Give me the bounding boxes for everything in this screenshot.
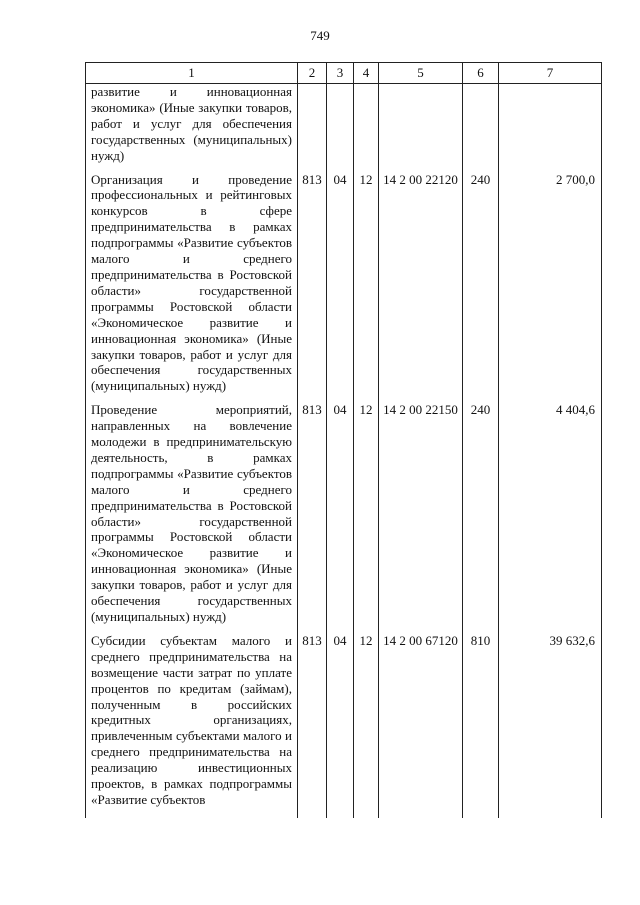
row-ministry-code <box>298 84 327 164</box>
row-section-code: 04 <box>327 164 354 395</box>
row-amount: 39 632,6 <box>499 625 602 808</box>
row-description: Субсидии субъектам малого и среднего предпринимательства на возмещение части затрат по уплате процентов по кредитам (займам), полученным в российских кредитных организациях, привлеченным субъектами малого и среднего предпринимательства на реализацию инвестиционных проектов, в рамках подпрограммы «Развитие субъектов <box>86 625 298 808</box>
header-col-6: 6 <box>463 63 499 84</box>
row-subsection-code: 12 <box>354 164 379 395</box>
row-expense-type <box>463 84 499 164</box>
table-row <box>86 394 602 625</box>
row-expense-type: 810 <box>463 625 499 808</box>
table-continuation <box>86 808 602 818</box>
row-target-code: 14 2 00 22120 <box>379 164 463 395</box>
row-subsection-code <box>354 84 379 164</box>
row-target-code: 14 2 00 67120 <box>379 625 463 808</box>
row-section-code: 04 <box>327 625 354 808</box>
row-target-code <box>379 84 463 164</box>
table-row <box>86 625 602 808</box>
header-col-3: 3 <box>327 63 354 84</box>
row-description: развитие и инновационная экономика» (Иные закупки товаров, работ и услуг для обеспечения государственных (муниципальных) нужд) <box>86 84 298 164</box>
header-col-5: 5 <box>379 63 463 84</box>
row-description: Проведение мероприятий, направленных на вовлечение молодежи в предпринимательскую деятельность, в рамках подпрограммы «Развитие субъектов малого и среднего предпринимательства в Ростовской области» государственной программы Ростовской области «Экономическое развитие и инновационная экономика» (Иные закупки товаров, работ и услуг для обеспечения государственных (муниципальных) нужд) <box>86 394 298 625</box>
budget-table <box>85 62 602 818</box>
row-description: Организация и проведение профессиональных и рейтинговых конкурсов в сфере предпринимательства в рамках подпрограммы «Развитие субъектов малого и среднего предпринимательства в Ростовской области» государственной программы Ростовской области «Экономическое развитие и инновационная экономика» (Иные закупки товаров, работ и услуг для обеспечения государственных (муниципальных) нужд) <box>86 164 298 395</box>
row-expense-type: 240 <box>463 394 499 625</box>
row-expense-type: 240 <box>463 164 499 395</box>
header-col-2: 2 <box>298 63 327 84</box>
row-amount: 2 700,0 <box>499 164 602 395</box>
row-subsection-code: 12 <box>354 394 379 625</box>
row-ministry-code: 813 <box>298 164 327 395</box>
header-row <box>86 63 602 84</box>
table-row <box>86 164 602 395</box>
row-section-code: 04 <box>327 394 354 625</box>
row-ministry-code: 813 <box>298 394 327 625</box>
row-ministry-code: 813 <box>298 625 327 808</box>
row-section-code <box>327 84 354 164</box>
row-subsection-code: 12 <box>354 625 379 808</box>
header-col-1: 1 <box>86 63 298 84</box>
table-row <box>86 84 602 164</box>
row-amount <box>499 84 602 164</box>
header-col-4: 4 <box>354 63 379 84</box>
header-col-7: 7 <box>499 63 602 84</box>
page-number: 749 <box>310 28 330 43</box>
row-target-code: 14 2 00 22150 <box>379 394 463 625</box>
row-amount: 4 404,6 <box>499 394 602 625</box>
